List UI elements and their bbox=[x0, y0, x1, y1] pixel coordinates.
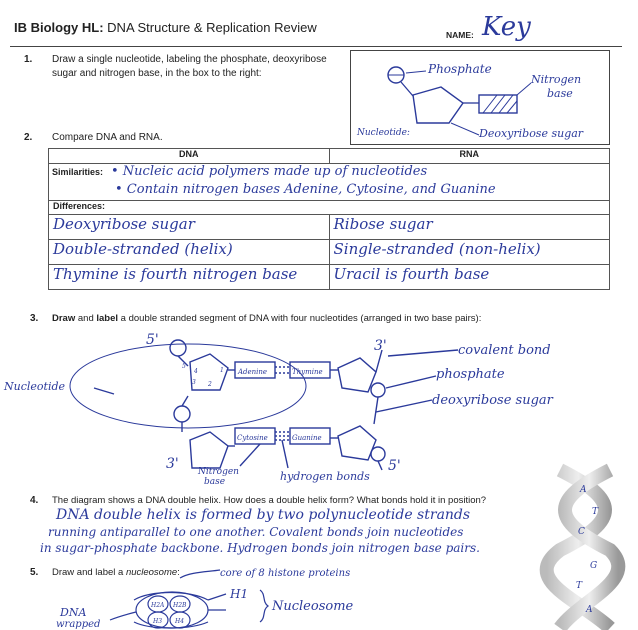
question-5 bbox=[30, 566, 38, 580]
text-draw: Draw bbox=[52, 313, 76, 324]
backbone-bond bbox=[378, 461, 382, 470]
backbone-bond bbox=[374, 397, 378, 424]
base-label: base bbox=[547, 87, 573, 100]
base-letter: A bbox=[580, 485, 587, 495]
text-and: and bbox=[77, 313, 94, 324]
question-2-text: Compare DNA and RNA. bbox=[52, 132, 163, 143]
page-title bbox=[14, 20, 317, 35]
base-letter: C bbox=[578, 527, 585, 537]
similarity-line: • Contain nitrogen bases Adenine, Cytosine, and Guanine bbox=[115, 182, 496, 197]
dna-rna-comparison-table bbox=[48, 148, 610, 290]
carbon-number: 5 bbox=[182, 363, 186, 370]
phosphate-circle bbox=[371, 447, 385, 461]
carbon-number: 1 bbox=[220, 367, 224, 374]
sugar-pointer bbox=[451, 123, 479, 135]
table-row bbox=[49, 215, 610, 240]
question-number: 1. bbox=[24, 54, 33, 65]
differences-cell bbox=[49, 201, 610, 215]
dna-cell: Double-stranded (helix) bbox=[49, 240, 330, 265]
dna-segment-sketch bbox=[4, 328, 570, 490]
question-3 bbox=[30, 312, 38, 326]
column-header-rna: RNA bbox=[329, 149, 610, 164]
table-row bbox=[49, 265, 610, 290]
phosphate-label: phosphate bbox=[436, 367, 505, 382]
sugar-pointer bbox=[376, 400, 432, 412]
nucleosome-sketch bbox=[40, 564, 370, 630]
nitrogen-label: Nitrogen bbox=[198, 467, 239, 477]
dna-cell: Deoxyribose sugar bbox=[49, 215, 330, 240]
histone-label: H2B bbox=[173, 602, 187, 609]
question-3-text bbox=[52, 312, 481, 326]
nucleotide-label: Nucleotide: bbox=[357, 128, 410, 138]
question-number: 4. bbox=[30, 495, 39, 506]
phosphate-circle bbox=[174, 406, 190, 422]
cytosine-label: Cytosine bbox=[237, 434, 268, 442]
phosphate-circle bbox=[170, 340, 186, 356]
sugar-pentagon bbox=[338, 426, 376, 460]
adenine-label: Adenine bbox=[238, 368, 268, 376]
histone-label: H2A bbox=[151, 602, 165, 609]
question-4-text: The diagram shows a DNA double helix. How does a double helix form? What bonds hold it in position? bbox=[52, 495, 487, 506]
base-letter: A bbox=[586, 605, 593, 615]
question-number: 3. bbox=[30, 313, 39, 324]
histone-label: H4 bbox=[175, 618, 185, 625]
sugar-pentagon bbox=[413, 87, 463, 123]
rna-cell: Ribose sugar bbox=[329, 215, 610, 240]
text-rest: a double stranded segment of DNA with four nucleotides (arranged in two base pairs): bbox=[120, 313, 482, 324]
base-letter: G bbox=[590, 561, 598, 571]
answer-line: in sugar-phosphate backbone. Hydrogen bonds join nitrogen base pairs. bbox=[40, 541, 480, 555]
base-hatching bbox=[483, 95, 517, 113]
five-prime-bottom-label: 5' bbox=[388, 458, 401, 474]
sugar-label: Deoxyribose sugar bbox=[479, 127, 584, 140]
table-row bbox=[49, 240, 610, 265]
dna-pointer bbox=[110, 612, 136, 620]
base-letter: T bbox=[592, 507, 599, 517]
nucleosome-core bbox=[136, 592, 208, 628]
nucleotide-drawing-box bbox=[350, 50, 610, 145]
worksheet-title: DNA Structure & Replication Review bbox=[107, 20, 317, 35]
course-name: IB Biology HL: bbox=[14, 20, 104, 35]
answer-line: running antiparallel to one another. Covalent bonds join nucleotides bbox=[48, 525, 464, 539]
name-label: NAME: bbox=[446, 30, 474, 40]
answer-line: DNA double helix is formed by two polynucleotide strands bbox=[56, 507, 471, 523]
question-4 bbox=[30, 494, 38, 508]
wrapped-label: wrapped bbox=[56, 619, 101, 630]
nucleotide-sketch bbox=[351, 51, 609, 144]
similarities-row bbox=[49, 164, 610, 201]
nitrogen-label: Nitrogen bbox=[531, 73, 582, 86]
similarities-cell bbox=[49, 164, 610, 201]
header-rule bbox=[10, 46, 622, 47]
guanine-label: Guanine bbox=[292, 434, 322, 442]
covalent-pointer bbox=[388, 350, 458, 356]
nitrogen-pointer bbox=[517, 83, 531, 95]
differences-row bbox=[49, 201, 610, 215]
question-number: 5. bbox=[30, 567, 39, 578]
similarities-label: Similarities: bbox=[52, 167, 104, 177]
phosphate-circle bbox=[371, 383, 385, 397]
dna-label: DNA bbox=[60, 606, 87, 619]
carbon-number: 3 bbox=[192, 379, 196, 386]
dna-cell: Thymine is fourth nitrogen base bbox=[49, 265, 330, 290]
similarity-line: • Nucleic acid polymers made up of nucleotides bbox=[111, 164, 428, 179]
h1-link bbox=[208, 594, 226, 610]
nitrogen-pointer bbox=[240, 444, 260, 466]
histone-label: H3 bbox=[153, 618, 163, 625]
text-part: Draw and label a bbox=[52, 567, 124, 578]
text-part: : bbox=[177, 567, 180, 578]
backbone-bond bbox=[182, 396, 188, 406]
sugar-pentagon bbox=[190, 432, 228, 468]
core-pointer bbox=[180, 570, 220, 578]
question-1-text bbox=[52, 53, 352, 81]
nucleosome-label: Nucleosome bbox=[272, 599, 354, 614]
core-label: core of 8 histone proteins bbox=[220, 568, 351, 579]
question-number: 2. bbox=[24, 132, 33, 143]
question-2 bbox=[24, 131, 32, 145]
column-header-dna: DNA bbox=[49, 149, 330, 164]
question-text-line: Draw a single nucleotide, labeling the phosphate, deoxyribose bbox=[52, 54, 327, 65]
base-label: base bbox=[204, 477, 226, 487]
question-text-line: sugar and nitrogen base, in the box to the right: bbox=[52, 68, 262, 79]
text-nucleosome: nucleosome bbox=[125, 567, 178, 578]
three-prime-top-label: 3' bbox=[374, 338, 387, 354]
hydrogen-bonds-label: hydrogen bonds bbox=[280, 470, 370, 483]
phosphate-pointer bbox=[406, 71, 426, 73]
phosphate-bond bbox=[401, 82, 413, 96]
hydrogen-pointer bbox=[282, 440, 288, 468]
covalent-bond-label: covalent bond bbox=[458, 343, 551, 358]
nucleotide-pointer bbox=[94, 388, 114, 394]
nucleotide-label: Nucleotide bbox=[4, 380, 66, 393]
nucleotide-outline bbox=[70, 344, 306, 428]
carbon-number: 2 bbox=[208, 381, 212, 388]
sugar-pentagon bbox=[338, 358, 376, 392]
question-1 bbox=[24, 53, 32, 67]
table-header-row bbox=[49, 149, 610, 164]
carbon-number: 4 bbox=[194, 368, 198, 375]
name-value: Key bbox=[482, 12, 531, 42]
five-prime-top-label: 5' bbox=[146, 332, 159, 348]
rna-cell: Uracil is fourth base bbox=[329, 265, 610, 290]
thymine-label: Thymine bbox=[292, 368, 323, 376]
phosphate-label: Phosphate bbox=[428, 62, 492, 76]
brace bbox=[260, 590, 268, 622]
phosphate-pointer bbox=[386, 376, 436, 388]
dna-helix-image bbox=[540, 470, 636, 628]
differences-label: Differences: bbox=[53, 201, 106, 211]
text-label: label bbox=[96, 313, 119, 324]
base-letter: T bbox=[576, 581, 583, 591]
three-prime-bottom-label: 3' bbox=[166, 456, 179, 472]
h1-label: H1 bbox=[230, 587, 249, 601]
rna-cell: Single-stranded (non-helix) bbox=[329, 240, 610, 265]
deoxyribose-sugar-label: deoxyribose sugar bbox=[432, 393, 553, 408]
